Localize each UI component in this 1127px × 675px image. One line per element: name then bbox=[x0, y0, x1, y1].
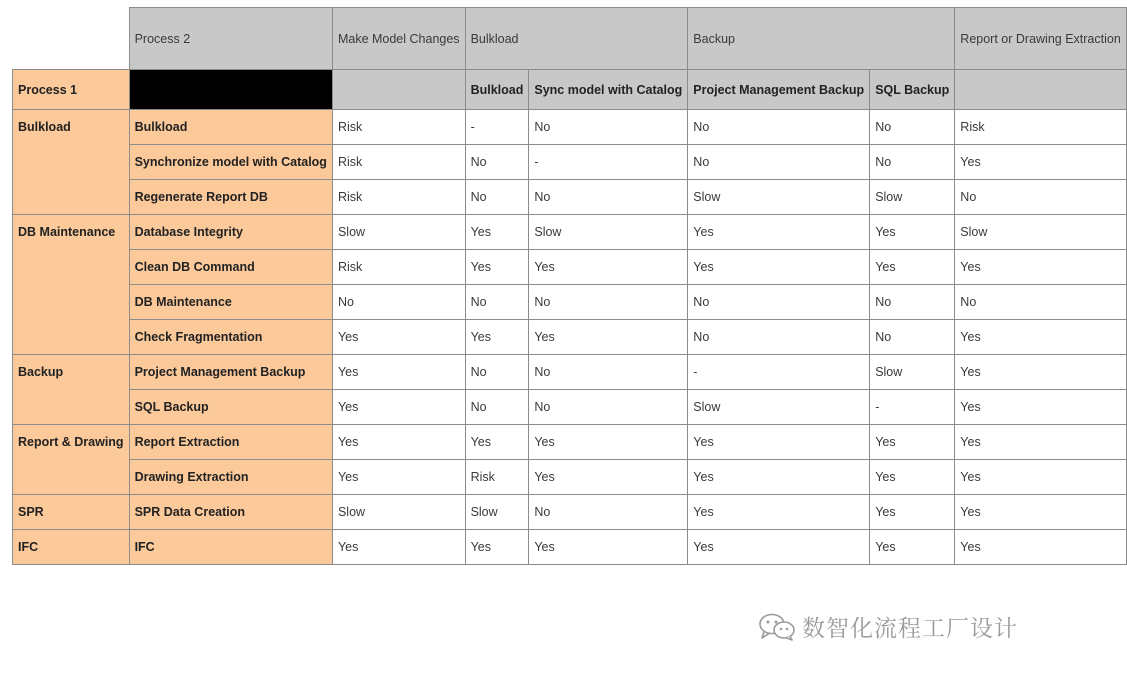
matrix-cell: No bbox=[529, 355, 688, 390]
matrix-cell: Yes bbox=[955, 355, 1126, 390]
matrix-cell: No bbox=[465, 180, 529, 215]
matrix-cell: Yes bbox=[465, 320, 529, 355]
matrix-cell: Slow bbox=[529, 215, 688, 250]
matrix-cell: No bbox=[688, 110, 870, 145]
group-header-report-drawing: Report or Drawing Extraction bbox=[955, 8, 1126, 70]
matrix-cell: No bbox=[529, 390, 688, 425]
matrix-cell: No bbox=[465, 145, 529, 180]
subheader-pm-backup: Project Management Backup bbox=[688, 70, 870, 110]
matrix-cell: Yes bbox=[870, 530, 955, 565]
matrix-cell: No bbox=[465, 390, 529, 425]
matrix-cell: Yes bbox=[332, 530, 465, 565]
matrix-cell: Yes bbox=[955, 425, 1126, 460]
watermark bbox=[758, 610, 1018, 643]
matrix-cell: No bbox=[688, 320, 870, 355]
matrix-cell: No bbox=[688, 145, 870, 180]
matrix-cell: No bbox=[870, 285, 955, 320]
matrix-cell: Slow bbox=[870, 180, 955, 215]
matrix-cell: Yes bbox=[332, 425, 465, 460]
matrix-cell: Yes bbox=[465, 215, 529, 250]
matrix-cell: Yes bbox=[955, 145, 1126, 180]
process2-header: Process 2 bbox=[129, 8, 332, 70]
matrix-cell: Yes bbox=[465, 530, 529, 565]
header-row-groups bbox=[13, 8, 1127, 70]
matrix-cell: Yes bbox=[955, 495, 1126, 530]
table-row bbox=[13, 180, 1127, 215]
matrix-cell: No bbox=[688, 285, 870, 320]
matrix-cell: Yes bbox=[529, 425, 688, 460]
matrix-cell: - bbox=[688, 355, 870, 390]
subheader-empty-left bbox=[332, 70, 465, 110]
matrix-cell: - bbox=[529, 145, 688, 180]
black-block bbox=[129, 70, 332, 110]
process2-label: IFC bbox=[129, 530, 332, 565]
matrix-cell: - bbox=[870, 390, 955, 425]
process2-label: Regenerate Report DB bbox=[129, 180, 332, 215]
matrix-cell: Slow bbox=[955, 215, 1126, 250]
matrix-cell: Yes bbox=[870, 495, 955, 530]
matrix-cell: Slow bbox=[465, 495, 529, 530]
process2-label: Report Extraction bbox=[129, 425, 332, 460]
matrix-cell: Yes bbox=[955, 250, 1126, 285]
matrix-cell: Risk bbox=[332, 180, 465, 215]
table-row bbox=[13, 355, 1127, 390]
matrix-cell: Yes bbox=[332, 460, 465, 495]
matrix-cell: Risk bbox=[955, 110, 1126, 145]
process1-group-label: SPR bbox=[13, 495, 130, 530]
table-row bbox=[13, 145, 1127, 180]
group-header-bulkload: Bulkload bbox=[465, 8, 688, 70]
process1-group-label: DB Maintenance bbox=[13, 215, 130, 355]
matrix-cell: Yes bbox=[870, 215, 955, 250]
process2-label: Project Management Backup bbox=[129, 355, 332, 390]
subheader-empty-right bbox=[955, 70, 1126, 110]
matrix-cell: Slow bbox=[332, 215, 465, 250]
table-row bbox=[13, 320, 1127, 355]
matrix-cell: Yes bbox=[465, 425, 529, 460]
compatibility-matrix bbox=[12, 7, 1127, 565]
matrix-cell: No bbox=[529, 110, 688, 145]
process2-label: Clean DB Command bbox=[129, 250, 332, 285]
matrix-cell: Yes bbox=[955, 460, 1126, 495]
matrix-cell: No bbox=[955, 180, 1126, 215]
process1-group-label: IFC bbox=[13, 530, 130, 565]
wechat-icon bbox=[758, 613, 796, 641]
matrix-cell: Risk bbox=[332, 145, 465, 180]
matrix-cell: No bbox=[465, 355, 529, 390]
process2-label: SPR Data Creation bbox=[129, 495, 332, 530]
matrix-cell: Risk bbox=[332, 110, 465, 145]
process2-label: DB Maintenance bbox=[129, 285, 332, 320]
watermark-text: 数智化流程工厂设计 bbox=[802, 616, 1018, 642]
matrix-cell: No bbox=[529, 285, 688, 320]
matrix-cell: Risk bbox=[332, 250, 465, 285]
subheader-bulkload: Bulkload bbox=[465, 70, 529, 110]
matrix-cell: Slow bbox=[870, 355, 955, 390]
process2-label: Synchronize model with Catalog bbox=[129, 145, 332, 180]
table-row bbox=[13, 460, 1127, 495]
matrix-cell: Yes bbox=[332, 355, 465, 390]
matrix-cell: Yes bbox=[688, 495, 870, 530]
matrix-cell: Yes bbox=[688, 530, 870, 565]
matrix-cell: Yes bbox=[688, 425, 870, 460]
table-row bbox=[13, 390, 1127, 425]
process1-group-label: Report & Drawing bbox=[13, 425, 130, 495]
matrix-cell: Yes bbox=[529, 320, 688, 355]
table-row bbox=[13, 425, 1127, 460]
table-row bbox=[13, 110, 1127, 145]
matrix-cell: Yes bbox=[332, 390, 465, 425]
matrix-cell: No bbox=[465, 285, 529, 320]
matrix-cell: No bbox=[870, 320, 955, 355]
matrix-cell: No bbox=[870, 145, 955, 180]
matrix-cell: No bbox=[529, 180, 688, 215]
matrix-cell: Yes bbox=[332, 320, 465, 355]
matrix-cell: Yes bbox=[529, 250, 688, 285]
process2-label: Bulkload bbox=[129, 110, 332, 145]
matrix-cell: No bbox=[529, 495, 688, 530]
process1-group-label: Bulkload bbox=[13, 110, 130, 215]
matrix-cell: Yes bbox=[955, 530, 1126, 565]
process2-label: Drawing Extraction bbox=[129, 460, 332, 495]
corner-blank bbox=[13, 8, 130, 70]
table-row bbox=[13, 215, 1127, 250]
matrix-cell: Slow bbox=[332, 495, 465, 530]
matrix-cell: Yes bbox=[870, 250, 955, 285]
matrix-cell: No bbox=[870, 110, 955, 145]
matrix-cell: Risk bbox=[465, 460, 529, 495]
matrix-cell: Yes bbox=[688, 250, 870, 285]
group-header-backup: Backup bbox=[688, 8, 955, 70]
process1-header: Process 1 bbox=[13, 70, 130, 110]
matrix-cell: Slow bbox=[688, 180, 870, 215]
group-header-make-model-changes: Make Model Changes bbox=[332, 8, 465, 70]
matrix-cell: No bbox=[955, 285, 1126, 320]
matrix-cell: - bbox=[465, 110, 529, 145]
matrix-cell: Yes bbox=[870, 460, 955, 495]
subheader-sql-backup: SQL Backup bbox=[870, 70, 955, 110]
table-row bbox=[13, 495, 1127, 530]
table-row bbox=[13, 530, 1127, 565]
process2-label: SQL Backup bbox=[129, 390, 332, 425]
matrix-cell: Yes bbox=[529, 460, 688, 495]
matrix-cell: Yes bbox=[870, 425, 955, 460]
matrix-body bbox=[13, 110, 1127, 565]
matrix-cell: Yes bbox=[688, 215, 870, 250]
matrix-cell: Slow bbox=[688, 390, 870, 425]
matrix-cell: Yes bbox=[955, 390, 1126, 425]
process2-label: Database Integrity bbox=[129, 215, 332, 250]
matrix-cell: Yes bbox=[465, 250, 529, 285]
process2-label: Check Fragmentation bbox=[129, 320, 332, 355]
header-row-subcolumns bbox=[13, 70, 1127, 110]
matrix-cell: No bbox=[332, 285, 465, 320]
table-row bbox=[13, 250, 1127, 285]
process1-group-label: Backup bbox=[13, 355, 130, 425]
matrix-cell: Yes bbox=[688, 460, 870, 495]
matrix-cell: Yes bbox=[529, 530, 688, 565]
matrix-cell: Yes bbox=[955, 320, 1126, 355]
subheader-sync-catalog: Sync model with Catalog bbox=[529, 70, 688, 110]
table-row bbox=[13, 285, 1127, 320]
